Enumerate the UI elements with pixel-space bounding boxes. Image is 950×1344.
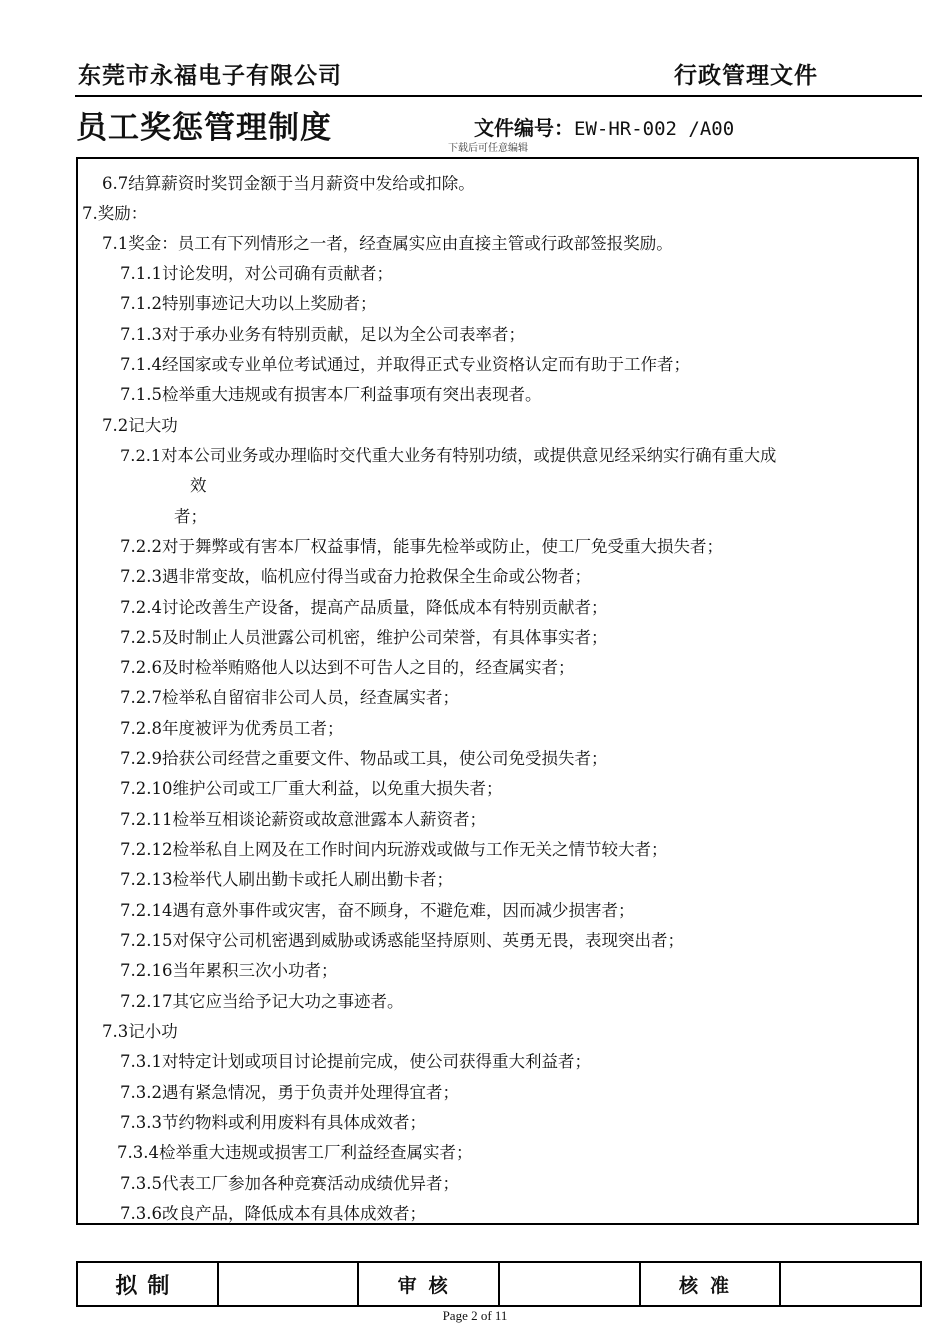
clause-line: 7.2.16当年累积三次小功者； <box>120 961 338 980</box>
page-number: Page 2 of 11 <box>442 1308 508 1323</box>
clause-line: 7.1.4经国家或专业单位考试通过，并取得正式专业资格认定而有助于工作者； <box>120 355 690 374</box>
clause-line: 7.3.6改良产品，降低成本有具体成效者； <box>120 1204 426 1223</box>
subsection-heading: 7.2记大功 <box>102 416 178 435</box>
clause-line: 7.2.10维护公司或工厂重大利益，以免重大损失者； <box>120 779 503 798</box>
clause-line: 7.1.3对于承办业务有特别贡献，足以为全公司表率者； <box>120 325 525 344</box>
clause-line: 7.2.5及时制止人员泄露公司机密，维护公司荣誉，有具体事实者； <box>120 628 608 647</box>
clause-line: 7.3.5代表工厂参加各种竞赛活动成绩优异者； <box>120 1174 459 1193</box>
clause-line: 7.2.2对于舞弊或有害本厂权益事情，能事先检举或防止，使工厂免受重大损失者； <box>120 537 723 556</box>
clause-line: 7.2.13检举代人刷出勤卡或托人刷出勤卡者； <box>120 870 453 889</box>
document-number-value: EW-HR-002 /A00 <box>574 118 735 140</box>
clause-line: 7.2.15对保守公司机密遇到威胁或诱惑能坚持原则、英勇无畏，表现突出者； <box>120 931 684 950</box>
approve-label: 核准 <box>640 1262 781 1306</box>
header-rule-top <box>75 95 922 97</box>
review-label: 审核 <box>358 1262 499 1306</box>
clause-line: 7.3.2遇有紧急情况，勇于负责并处理得宜者； <box>120 1083 459 1102</box>
signature-table <box>76 1261 922 1307</box>
clause-line-continuation: 者； <box>174 507 207 526</box>
edit-note: 下载后可任意编辑 <box>448 143 528 154</box>
subsection-heading: 7.3记小功 <box>102 1022 178 1041</box>
page-title: 员工奖惩管理制度 <box>76 110 332 146</box>
approve-signature-field[interactable] <box>780 1262 921 1306</box>
draft-signature-field[interactable] <box>218 1262 359 1306</box>
clause-line: 7.2.4讨论改善生产设备，提高产品质量，降低成本有特别贡献者； <box>120 598 608 617</box>
clause-line: 7.1奖金：员工有下列情形之一者，经查属实应由直接主管或行政部签报奖励。 <box>102 234 673 253</box>
clause-line-continuation: 效 <box>190 476 207 495</box>
clause-line: 7.2.7检举私自留宿非公司人员，经查属实者； <box>120 688 459 707</box>
review-signature-field[interactable] <box>499 1262 640 1306</box>
clause-line: 7.3.3节约物料或利用废料有具体成效者； <box>120 1113 426 1132</box>
clause-line: 7.2.11检举互相谈论薪资或故意泄露本人薪资者； <box>120 810 486 829</box>
clause-line: 7.3.4检举重大违规或损害工厂利益经查属实者； <box>117 1143 473 1162</box>
document-number-label: 文件编号： <box>474 116 574 140</box>
clause-line: 7.2.3遇非常变故，临机应付得当或奋力抢救保全生命或公物者； <box>120 567 591 586</box>
clause-line: 7.2.8年度被评为优秀员工者； <box>120 719 344 738</box>
draft-label: 拟制 <box>77 1262 218 1306</box>
clause-line: 7.2.12检举私自上网及在工作时间内玩游戏或做与工作无关之情节较大者； <box>120 840 668 859</box>
clause-line: 7.1.2特别事迹记大功以上奖励者； <box>120 294 377 313</box>
clause-line: 6.7结算薪资时奖罚金额于当月薪资中发给或扣除。 <box>102 174 475 193</box>
clause-line: 7.2.6及时检举贿赂他人以达到不可告人之目的，经查属实者； <box>120 658 575 677</box>
clause-line: 7.2.9拾获公司经营之重要文件、物品或工具，使公司免受损失者； <box>120 749 608 768</box>
clause-line: 7.1.1讨论发明，对公司确有贡献者； <box>120 264 393 283</box>
clause-line: 7.3.1对特定计划或项目讨论提前完成，使公司获得重大利益者； <box>120 1052 591 1071</box>
company-name: 东莞市永福电子有限公司 <box>78 63 342 89</box>
section-heading: 7.奖励： <box>82 204 148 223</box>
clause-line: 7.2.1对本公司业务或办理临时交代重大业务有特别功绩，或提供意见经采纳实行确有重大成 <box>120 446 777 465</box>
document-type: 行政管理文件 <box>674 63 818 89</box>
clause-line: 7.2.14遇有意外事件或灾害，奋不顾身，不避危难，因而减少损害者； <box>120 901 635 920</box>
clause-line: 7.1.5检举重大违规或有损害本厂利益事项有突出表现者。 <box>120 385 542 404</box>
document-number <box>474 112 734 141</box>
clause-line: 7.2.17其它应当给予记大功之事迹者。 <box>120 992 404 1011</box>
